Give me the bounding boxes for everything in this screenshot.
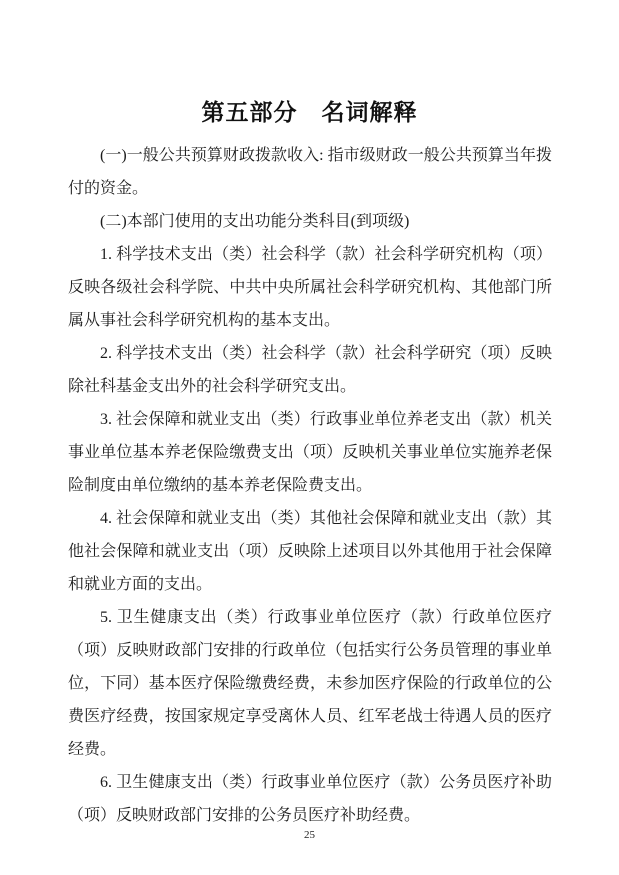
glossary-item-5: 5. 卫生健康支出（类）行政事业单位医疗（款）行政单位医疗（项）反映财政部门安排的行政单位（包括实行公务员管理的事业单位，下同）基本医疗保险缴费经费，未参加医疗保险的行政单位的公费医疗经费，按国家规定享受离休人员、红军老战士待遇人员的医疗经费。 (68, 609, 552, 758)
glossary-item-2: 2. 科学技术支出（类）社会科学（款）社会科学研究（项）反映除社科基金支出外的社会科学研究支出。 (68, 345, 552, 395)
page-number: 25 (304, 829, 315, 841)
glossary-item-1: 1. 科学技术支出（类）社会科学（款）社会科学研究机构（项）反映各级社会科学院、中共中央所属社会科学研究机构、其他部门所属从事社会科学研究机构的基本支出。 (68, 246, 552, 329)
page-title: 第五部分 名词解释 (201, 100, 418, 126)
document-body (68, 139, 552, 832)
glossary-item-6: 6. 卫生健康支出（类）行政事业单位医疗（款）公务员医疗补助（项）反映财政部门安排的公务员医疗补助经费。 (68, 774, 552, 824)
glossary-item-3: 3. 社会保障和就业支出（类）行政事业单位养老支出（款）机关事业单位基本养老保险缴费支出（项）反映机关事业单位实施养老保险制度由单位缴纳的基本养老保险费支出。 (68, 411, 552, 494)
glossary-item-4: 4. 社会保障和就业支出（类）其他社会保障和就业支出（款）其他社会保障和就业支出（项）反映除上述项目以外其他用于社会保障和就业方面的支出。 (68, 510, 552, 593)
paragraph-expenditure-classification: (二)本部门使用的支出功能分类科目(到项级) (100, 213, 410, 230)
paragraph-general-budget-income: (一)一般公共预算财政拨款收入: 指市级财政一般公共预算当年拨付的资金。 (68, 147, 552, 197)
